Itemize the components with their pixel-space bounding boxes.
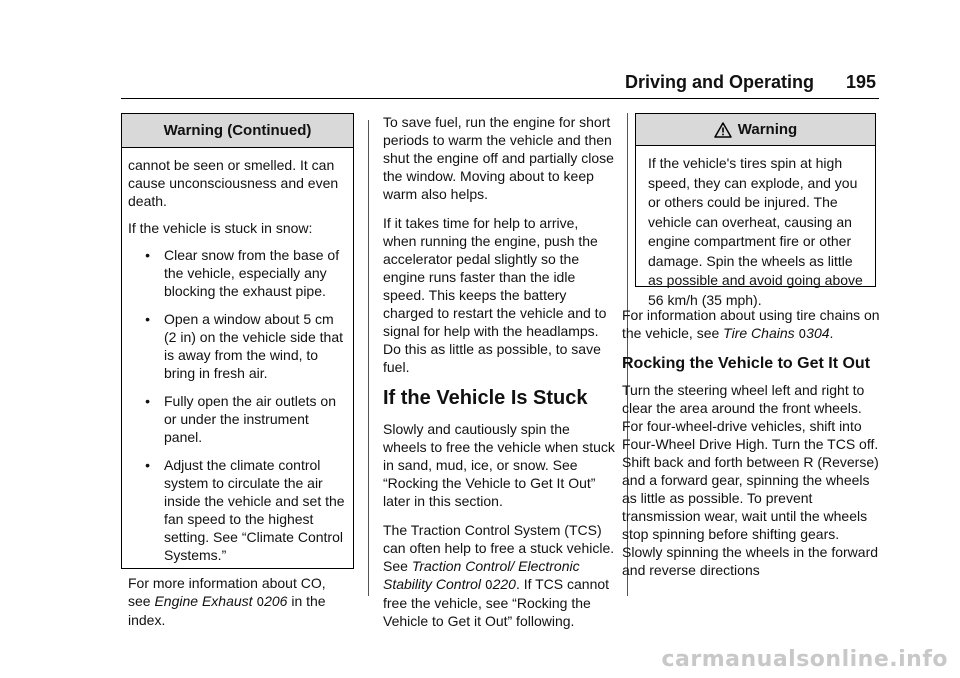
bullet-marker: • [145, 311, 150, 327]
page-ref-number[interactable]: 206 [264, 593, 288, 609]
warning-continued-paragraph: cannot be seen or smelled. It can cause unconsciousness and even death. [128, 157, 339, 209]
section-heading: Rocking the Vehicle to Get It Out [622, 355, 871, 372]
right-column [622, 306, 880, 590]
tire-chains-link[interactable]: Tire Chains [723, 325, 795, 341]
paragraph: To save fuel, run the engine for short periods to warm the vehicle and then shut the engine off and partially close the window. Moving about to keep warm also helps. [383, 114, 614, 202]
paragraph-text: The Traction Control System (TCS) can often help to free a stuck vehicle. See [383, 522, 615, 574]
warning-header [636, 114, 875, 146]
page-ref-number[interactable]: 304 [806, 325, 830, 341]
watermark: carmanualsonline.info [661, 647, 948, 672]
paragraph-text: . [829, 325, 834, 341]
list-item [128, 392, 347, 446]
bullet-marker: • [145, 247, 150, 263]
bullet-text: Adjust the climate control system to circulate the air inside the vehicle and set the fan speed to the highest setting. See “Climate Control Systems.” [164, 457, 345, 563]
warning-title: Warning [737, 121, 798, 138]
warning-continued-box [121, 113, 354, 628]
section-heading: If the Vehicle Is Stuck [383, 387, 588, 409]
list-item [128, 246, 347, 300]
warning-box [635, 113, 876, 308]
column-divider-1 [368, 120, 369, 596]
bullet-marker: • [145, 457, 150, 473]
bullet-text: Clear snow from the base of the vehicle, especially any blocking the exhaust pipe. [164, 247, 340, 299]
page-ref-icon: 0 [798, 327, 807, 341]
page-number: 195 [845, 72, 876, 92]
list-item [128, 456, 347, 564]
tcs-paragraph [383, 521, 615, 630]
warning-continued-body [122, 148, 353, 629]
header-rule [121, 98, 879, 99]
paragraph: Slowly and cautiously spin the wheels to free the vehicle when stuck in sand, mud, ice, or snow. See “Rocking the Vehicle to Get It Out” later in this section. [383, 421, 615, 509]
page-ref-icon: 0 [484, 578, 493, 592]
bullet-text: Open a window about 5 cm (2 in) on the vehicle side that is away from the wind, to bring in fresh air. [164, 311, 343, 381]
list-item [128, 310, 347, 382]
paragraph-text: For more information about CO, see [128, 575, 326, 609]
bullet-text: Fully open the air outlets on or under the instrument panel. [164, 393, 336, 445]
paragraph-text: . If TCS cannot free the vehicle, see “Rocking the Vehicle to Get it Out” following. [383, 576, 610, 629]
bullet-list [128, 246, 347, 564]
tire-chains-paragraph [622, 306, 880, 343]
warning-triangle-icon [714, 122, 732, 138]
page-ref-number[interactable]: 220 [492, 576, 516, 592]
page-ref-icon: 0 [256, 595, 265, 609]
paragraph-text: For information about using tire chains on the vehicle, see [622, 307, 880, 341]
middle-column [383, 113, 615, 641]
bullet-marker: • [145, 393, 150, 409]
warning-continued-paragraph: If the vehicle is stuck in snow: [128, 220, 313, 236]
paragraph-text: in the index. [128, 593, 326, 628]
paragraph: If it takes time for help to arrive, when running the engine, push the accelerator pedal slightly so the engine runs faster than the idle speed. This keeps the battery charged to restart the vehicle and to signal for help with the headlamps. Do this as little as possible, to save fuel. [383, 215, 607, 375]
co-info-paragraph [128, 574, 347, 629]
traction-control-link[interactable]: Traction Control/ Electronic Stability Control [383, 558, 580, 592]
paragraph: Turn the steering wheel left and right to clear the area around the front wheels. For four-wheel-drive vehicles, shift into Four-Wheel Drive High. Turn the TCS off. Shift back and forth between R (Reverse) and a forward gear, spinning the wheels as little as possible. To prevent transmission wear, wait until the wheels stop spinning before shifting gears. Slowly spinning the wheels in the forward and reverse directions [622, 382, 879, 578]
warning-continued-title: Warning (Continued) [122, 114, 353, 148]
engine-exhaust-link[interactable]: Engine Exhaust [154, 593, 253, 609]
warning-text: If the vehicle's tires spin at high speed, they can explode, and you or others could be injured. The vehicle can overheat, causing an engine compartment fire or other damage. Spin the wheels as little as possible and avoid going above 56 km/h (35 mph). [648, 155, 863, 308]
section-title: Driving and Operating [624, 72, 814, 92]
